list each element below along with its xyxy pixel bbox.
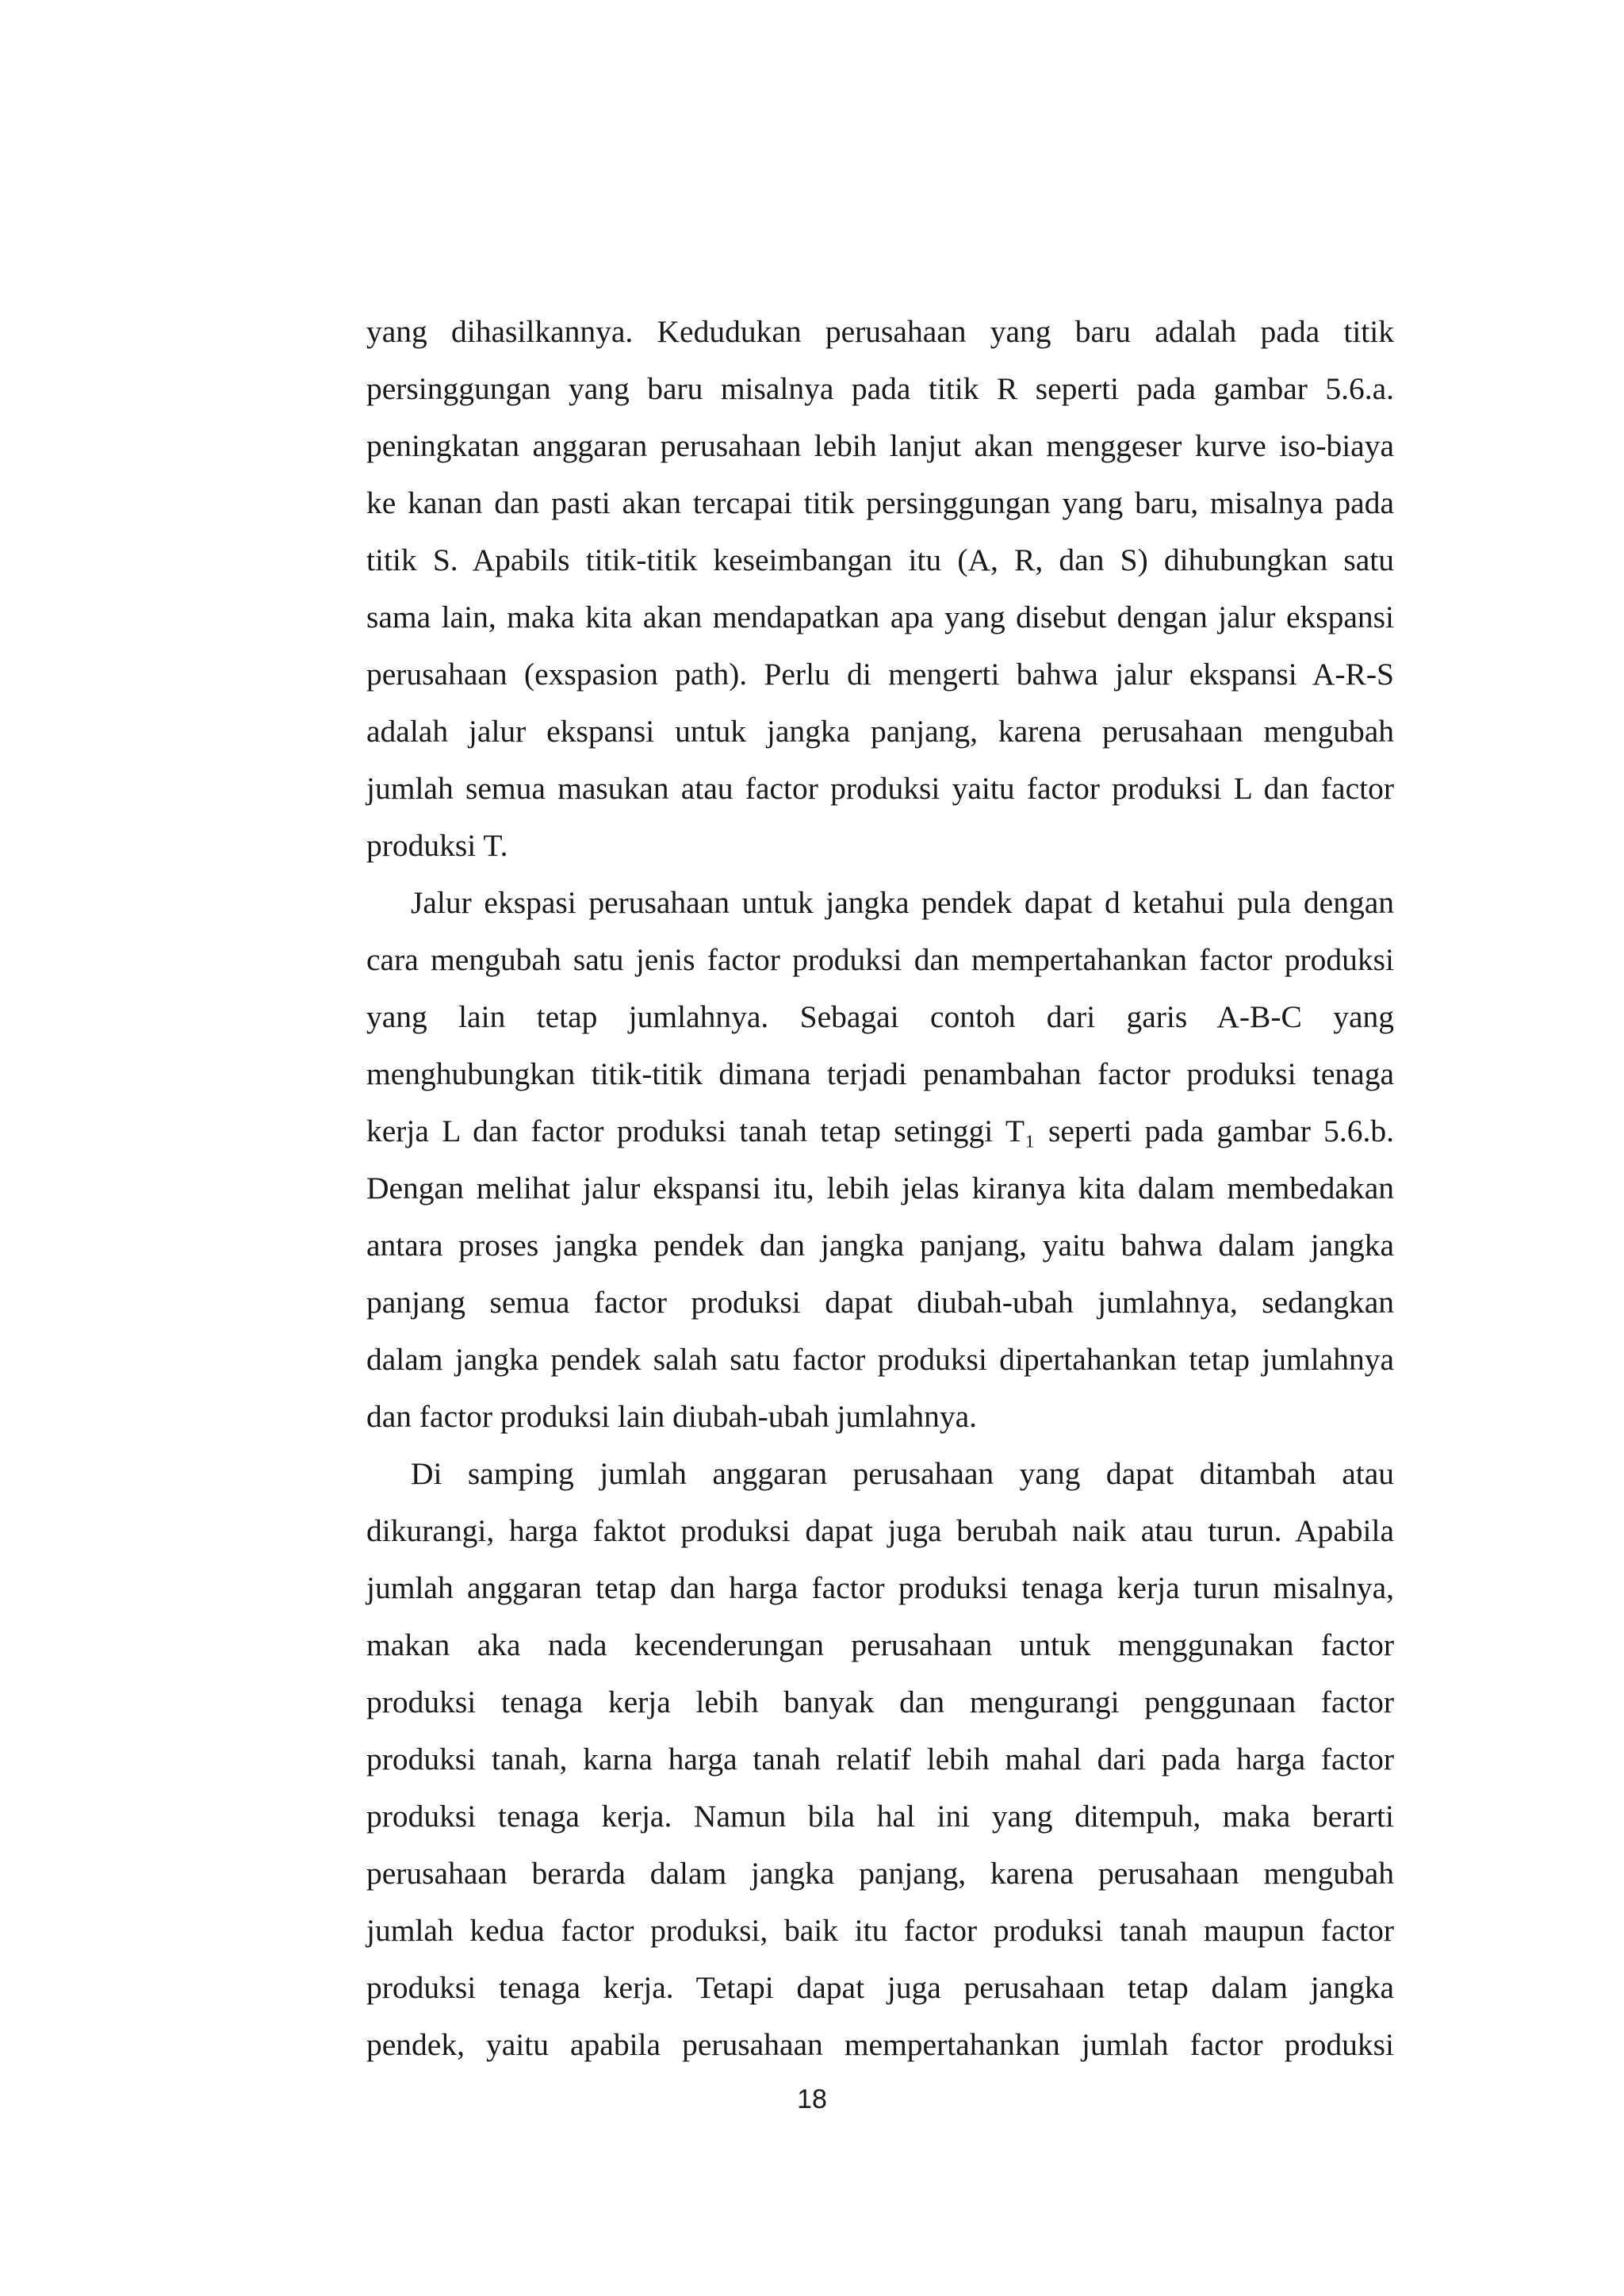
- text-line: perusahaan (exspasion path). Perlu di mengerti bahwa jalur ekspansi A-R-S: [366, 657, 1394, 692]
- text-line: pendek, yaitu apabila perusahaan mempertahankan jumlah factor produksi: [366, 2027, 1394, 2062]
- paragraph-1: [366, 303, 1394, 874]
- text-line: titik S. Apabils titik-titik keseimbangan itu (A, R, dan S) dihubungkan satu: [366, 542, 1394, 577]
- text-line: persinggungan yang baru misalnya pada titik R seperti pada gambar 5.6.a.: [366, 371, 1394, 406]
- text-line: jumlah kedua factor produksi, baik itu factor produksi tanah maupun factor: [366, 1913, 1394, 1948]
- text-line: peningkatan anggaran perusahaan lebih lanjut akan menggeser kurve iso-biaya: [366, 428, 1394, 463]
- body-text: [366, 303, 1394, 2073]
- text-line: Dengan melihat jalur ekspansi itu, lebih jelas kiranya kita dalam membedakan: [366, 1171, 1394, 1205]
- text-line: makan aka nada kecenderungan perusahaan untuk menggunakan factor: [366, 1627, 1394, 1662]
- text-line: yang dihasilkannya. Kedudukan perusahaan yang baru adalah pada titik: [366, 314, 1394, 349]
- text-line: dikurangi, harga faktot produksi dapat juga berubah naik atau turun. Apabila: [366, 1513, 1394, 1548]
- text-line: kerja L dan factor produksi tanah tetap setinggi T₁ seperti pada gambar 5.6.b.: [366, 1114, 1394, 1148]
- paragraph-2: [366, 874, 1394, 1445]
- text-line: produksi tenaga kerja. Tetapi dapat juga perusahaan tetap dalam jangka: [366, 1970, 1394, 2005]
- text-line: Di samping jumlah anggaran perusahaan yang dapat ditambah atau: [411, 1456, 1394, 1491]
- text-line: produksi tenaga kerja. Namun bila hal ini yang ditempuh, maka berarti: [366, 1799, 1394, 1834]
- paragraph-3: [366, 1445, 1394, 2073]
- text-line: antara proses jangka pendek dan jangka panjang, yaitu bahwa dalam jangka: [366, 1228, 1394, 1263]
- text-line: menghubungkan titik-titik dimana terjadi penambahan factor produksi tenaga: [366, 1056, 1394, 1091]
- text-line: produksi tenaga kerja lebih banyak dan mengurangi penggunaan factor: [366, 1685, 1394, 1719]
- text-line: sama lain, maka kita akan mendapatkan apa yang disebut dengan jalur ekspansi: [366, 600, 1394, 634]
- text-line: adalah jalur ekspansi untuk jangka panjang, karena perusahaan mengubah: [366, 714, 1394, 749]
- text-line: jumlah anggaran tetap dan harga factor produksi tenaga kerja turun misalnya,: [366, 1570, 1394, 1605]
- text-line: cara mengubah satu jenis factor produksi dan mempertahankan factor produksi: [366, 942, 1394, 977]
- page-number: 18: [797, 2084, 827, 2114]
- text-line: jumlah semua masukan atau factor produksi yaitu factor produksi L dan factor: [366, 771, 1394, 806]
- text-line: dan factor produksi lain diubah-ubah jumlahnya.: [366, 1399, 978, 1434]
- text-line: panjang semua factor produksi dapat diubah-ubah jumlahnya, sedangkan: [366, 1285, 1394, 1320]
- text-line: perusahaan berarda dalam jangka panjang, karena perusahaan mengubah: [366, 1856, 1394, 1891]
- text-line: produksi tanah, karna harga tanah relatif lebih mahal dari pada harga factor: [366, 1742, 1394, 1777]
- text-line: dalam jangka pendek salah satu factor produksi dipertahankan tetap jumlahnya: [366, 1342, 1394, 1377]
- text-line: ke kanan dan pasti akan tercapai titik persinggungan yang baru, misalnya pada: [366, 485, 1394, 520]
- text-line: Jalur ekspasi perusahaan untuk jangka pendek dapat d ketahui pula dengan: [411, 885, 1394, 920]
- text-line: produksi T.: [366, 828, 508, 863]
- text-line: yang lain tetap jumlahnya. Sebagai contoh dari garis A-B-C yang: [366, 999, 1394, 1034]
